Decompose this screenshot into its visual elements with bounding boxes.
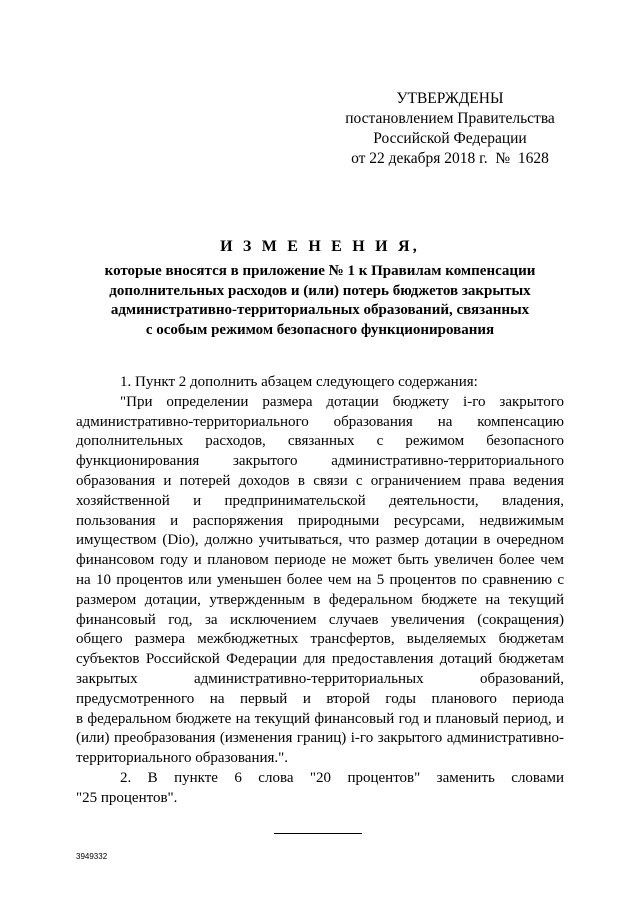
body-line: хозяйственной и предпринимательской деятельности, владения,: [76, 492, 564, 509]
body-line: функционирования закрытого административно-территориального: [76, 453, 564, 470]
separator-line: [274, 833, 362, 834]
body-line: финансовый год, за исключением случаев увеличения (сокращения): [76, 611, 564, 628]
body-line: "25 процентов".: [76, 789, 178, 806]
subtitle-line: с особым режимом безопасного функционирования: [145, 321, 495, 338]
document-id: 3949332: [76, 852, 108, 861]
body-line: 1. Пункт 2 дополнить абзацем следующего содержания:: [120, 374, 478, 390]
body-line: 2. В пункте 6 слова "20 процентов" заменить словами: [120, 769, 564, 786]
body-line: на 10 процентов или уменьшен более чем на 5 процентов по сравнению с: [76, 571, 564, 588]
approval-line: постановлением Правительства: [345, 110, 555, 127]
body-line: образования и потерей доходов в связи с ограничением права ведения: [76, 472, 564, 489]
document-subtitle: [60, 262, 580, 340]
subtitle-line: дополнительных расходов и (или) потерь бюджетов закрытых: [109, 282, 531, 299]
body-line: (или) преобразования (изменения границ) i-го закрытого административно-: [76, 730, 564, 747]
body-line: административно-территориального образования на компенсацию: [76, 413, 564, 430]
approval-line: УТВЕРЖДЕНЫ: [396, 90, 504, 107]
body-line: в федеральном бюджете на текущий финансовый год и плановый период, и: [76, 710, 564, 727]
body-line: субъектов Российской Федерации для предоставления дотаций бюджетам: [76, 651, 564, 668]
body-line: имуществом (Dio), должно учитываться, что размер дотации в очередном: [76, 532, 564, 549]
body-line: финансовом году и плановом периоде не может быть увеличен более чем: [76, 552, 564, 569]
body-line: закрытых административно-территориальных образований,: [76, 670, 564, 687]
subtitle-line: которые вносятся в приложение № 1 к Правилам компенсации: [104, 263, 536, 279]
body-line: территориального образования.".: [76, 750, 289, 767]
document-body: [76, 373, 564, 809]
document-title: И З М Е Н Е Н И Я,: [220, 238, 420, 255]
approval-block: [340, 89, 560, 169]
body-line: предусмотренного на первый и второй годы планового периода: [76, 690, 564, 707]
body-line: пользования и распоряжения природными ресурсами, недвижимым: [76, 512, 564, 529]
body-line: дополнительных расходов, связанных с режимом безопасного: [76, 433, 564, 450]
body-line: "При определении размера дотации бюджету i-го закрытого: [120, 393, 564, 410]
body-line: общего размера межбюджетных трансфертов, выделяемых бюджетам: [76, 631, 564, 648]
subtitle-line: административно-территориальных образований, связанных: [110, 302, 530, 318]
approval-line: от 22 декабря 2018 г. № 1628: [351, 150, 549, 167]
approval-line: Российской Федерации: [373, 130, 527, 147]
body-line: размером дотации, утвержденным в федеральном бюджете на текущий: [76, 591, 564, 608]
